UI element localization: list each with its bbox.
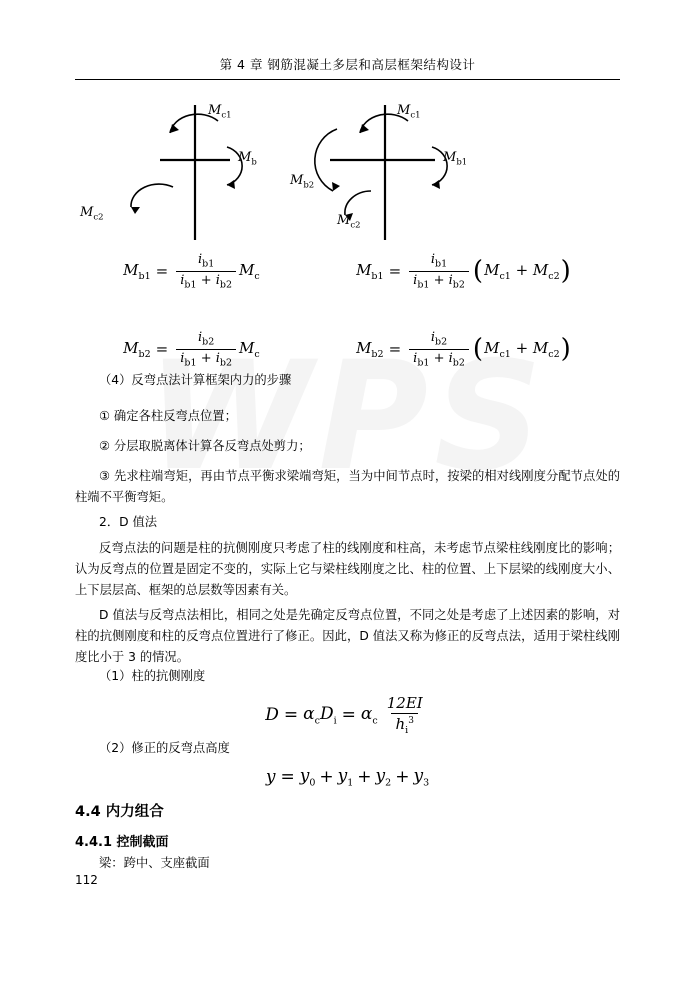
equation-mb1-simple: $M_{b1}$ = $\frac{i_{b1}}{i_{b1} + i_{b2}}$ $M_c$ [123, 252, 260, 291]
equation-mb1-sum: $M_{b1}$ = $\frac{i_{b1}}{i_{b1} + i_{b2}}$ ( $M_{c1} + M_{c2}$ ) [356, 252, 571, 291]
paragraph-step-1: ① 确定各柱反弯点位置； [99, 409, 237, 423]
equation-column-stiffness: D = $\alpha_cD_i$ = $\alpha_c$ $\frac{12EI}{h_i^3}$ [265, 694, 423, 736]
figure-label-mc1-left: $M_{c1}$ [208, 103, 232, 121]
equation-mb2-simple: $M_{b2}$ = $\frac{i_{b2}}{i_{b1} + i_{b2}}$ $M_c$ [123, 330, 260, 369]
figure-label-mc2-right: $M_{c2}$ [337, 213, 361, 231]
paragraph-control-section: 梁：跨中、支座截面 [99, 856, 210, 870]
section-heading-4-4: 4.4 内力组合 [75, 804, 164, 820]
equation-inflection-height: y = $y_0$ + $y_1$ + $y_2$ + $y_3$ [265, 766, 430, 789]
figure-label-mb2-right: $M_{b2}$ [290, 173, 315, 191]
figure-label-mc1-right: $M_{c1}$ [397, 103, 421, 121]
paragraph-column-stiffness: （1）柱的抗侧刚度 [99, 669, 206, 683]
figure-label-mb-left: $M_b$ [238, 150, 257, 168]
figure-label-mc2-left: $M_{c2}$ [80, 205, 104, 223]
figure-label-mb1-right: $M_{b1}$ [443, 150, 468, 168]
paragraph-step-2: ② 分层取脱离体计算各反弯点处剪力； [99, 439, 311, 453]
section-heading-4-4-1: 4.4.1 控制截面 [75, 835, 169, 850]
equation-row-1 [75, 252, 620, 290]
moment-distribution-figure [75, 95, 620, 240]
equation-mb2-sum: $M_{b2}$ = $\frac{i_{b2}}{i_{b1} + i_{b2}}$ ( $M_{c1} + M_{c2}$ ) [356, 330, 571, 369]
page-number: 112 [75, 873, 98, 887]
paragraph-step-3: ③ 先求柱端弯矩，再由节点平衡求梁端弯矩，当为中间节点时，按梁的相对线刚度分配节点处的柱端不平衡弯矩。 [75, 469, 620, 504]
paragraph-d-method-desc: 反弯点法的问题是柱的抗侧刚度只考虑了柱的线刚度和柱高，未考虑节点梁柱线刚度比的影响；认为反弯点的位置是固定不变的，实际上它与梁柱线刚度之比、柱的位置、上下层梁的线刚度大小、上下层层高、框架的总层数等因素有关。 [75, 541, 620, 597]
paragraph-step-intro: （4）反弯点法计算框架内力的步骤 [99, 373, 292, 387]
page-header: 第 4 章 钢筋混凝土多层和高层框架结构设计 [219, 57, 476, 72]
equation-row-2 [75, 330, 620, 368]
header-divider [75, 79, 620, 80]
paragraph-inflection-height: （2）修正的反弯点高度 [99, 741, 230, 755]
paragraph-d-method-compare: D 值法与反弯点法相比，相同之处是先确定反弯点位置，不同之处是考虑了上述因素的影响，对柱的抗侧刚度和柱的反弯点位置进行了修正。因此，D 值法又称为修正的反弯点法，适用于梁柱线刚度比小于 3 的情况。 [75, 608, 620, 664]
paragraph-d-method-title: 2．D 值法 [99, 515, 158, 529]
